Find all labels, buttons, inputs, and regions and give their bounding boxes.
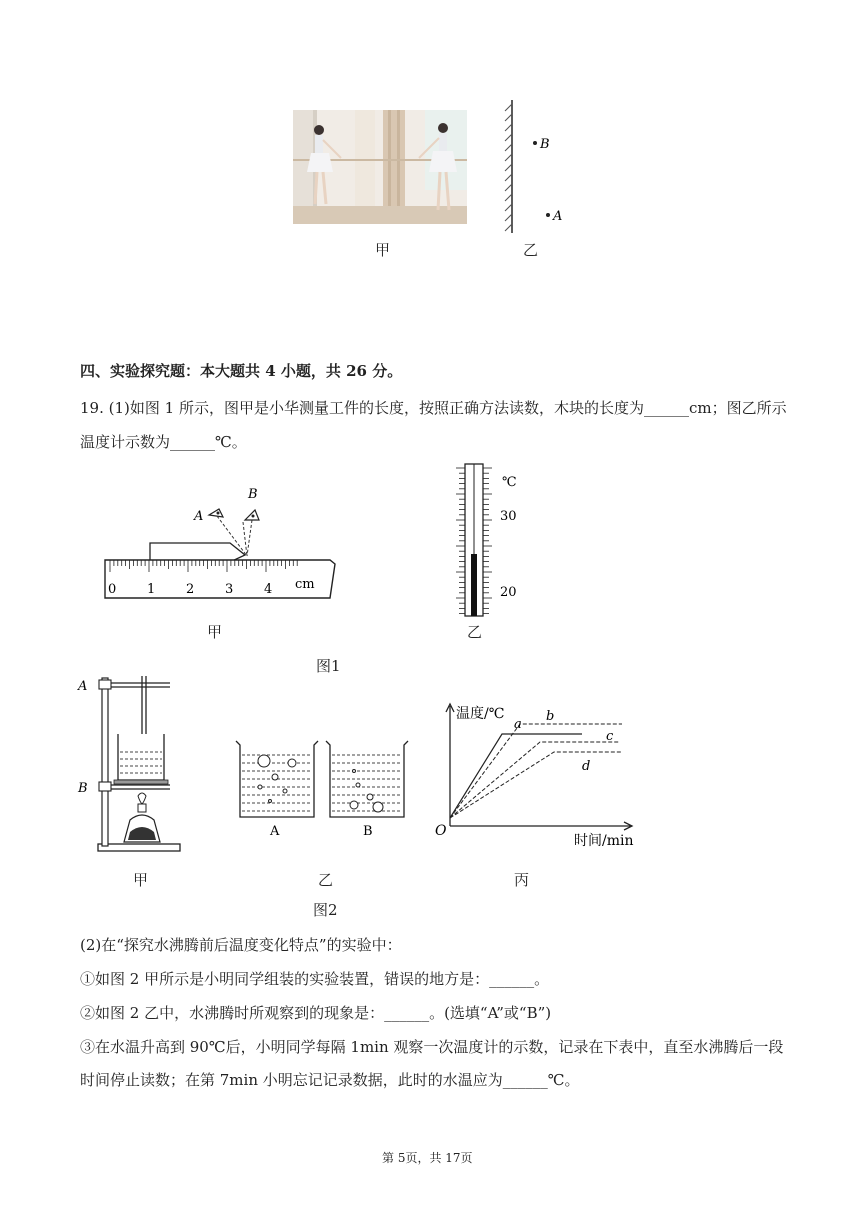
boiling-apparatus xyxy=(72,672,187,857)
bubble-beakers xyxy=(230,735,420,840)
graph-line-d xyxy=(450,752,622,818)
ruler-tick-3: 3 xyxy=(225,582,234,597)
thermo-label-30: 30 xyxy=(500,509,517,524)
q19-2-item3-line2: 时间停止读数；在第 7min 小明忘记记录数据，此时的水温应为______℃。 xyxy=(80,1071,580,1089)
q19-2-item1: ①如图 2 甲所示是小明同学组装的实验装置，错误的地方是：______。 xyxy=(80,970,550,988)
graph-label-a: a xyxy=(514,717,522,732)
ruler-tick-4: 4 xyxy=(264,582,273,597)
point-a-label: A xyxy=(553,209,563,224)
q19-2-intro: (2)在“探究水沸腾前后温度变化特点”的实验中： xyxy=(80,936,402,954)
beakers-drawing xyxy=(230,735,420,840)
section-heading: 四、实验探究题：本大题共 4 小题，共 26 分。 xyxy=(80,362,403,380)
eye-b-label: B xyxy=(248,487,258,502)
dance-photo xyxy=(293,110,467,224)
q19-line2: 温度计示数为______℃。 xyxy=(80,433,247,451)
graph-label-d: d xyxy=(582,759,591,774)
fig2-caption-yi: 乙 xyxy=(318,871,334,889)
apparatus-label-a: A xyxy=(78,679,88,694)
plane-mirror-drawing xyxy=(500,98,580,238)
fig2-caption-jia: 甲 xyxy=(133,871,149,889)
thermo-unit: ℃ xyxy=(502,475,517,490)
q19-2-item2: ②如图 2 乙中，水沸腾时所观察到的现象是：______。(选填“A”或“B”) xyxy=(80,1004,552,1022)
temperature-time-graph xyxy=(432,698,647,848)
plane-mirror-diagram xyxy=(500,98,580,238)
graph-label-c: c xyxy=(606,729,614,744)
point-b-dot xyxy=(533,141,537,145)
thermo-label-20: 20 xyxy=(500,585,517,600)
graph-line-c xyxy=(450,742,620,818)
top-figure-caption-yi: 乙 xyxy=(523,241,539,259)
dance-photo-drawing xyxy=(293,110,467,224)
ruler-figure xyxy=(95,480,340,605)
beaker-b-label: B xyxy=(363,824,373,839)
apparatus-label-b: B xyxy=(78,781,88,796)
apparatus-drawing xyxy=(72,672,187,857)
point-a-dot xyxy=(546,213,550,217)
page-footer: 第 5页，共 17页 xyxy=(382,1151,473,1165)
graph-origin: O xyxy=(435,823,447,839)
fig2-title: 图2 xyxy=(313,901,338,919)
graph-line-b xyxy=(450,724,622,818)
thermometer-drawing xyxy=(450,458,530,623)
graph-label-b: b xyxy=(546,709,555,724)
fig1-title: 图1 xyxy=(316,657,341,675)
mercury-column xyxy=(471,554,477,616)
eye-b-icon xyxy=(245,510,259,520)
q19-line1: 19. (1)如图 1 所示，图甲是小华测量工件的长度，按照正确方法读数，木块的长度为______cm；图乙所示 xyxy=(80,399,787,417)
eye-a-label: A xyxy=(194,509,204,524)
top-figure-caption-jia: 甲 xyxy=(375,241,391,259)
graph-drawing xyxy=(432,698,647,848)
ruler-tick-1: 1 xyxy=(147,582,156,597)
beaker-a-label: A xyxy=(270,824,280,839)
graph-x-label: 时间/min xyxy=(574,833,634,848)
fig1-caption-yi: 乙 xyxy=(467,623,483,641)
ruler-unit: cm xyxy=(295,577,315,592)
fig1-caption-jia: 甲 xyxy=(207,623,223,641)
ruler-tick-0: 0 xyxy=(108,582,117,597)
q19-2-item3-line1: ③在水温升高到 90℃后，小明同学每隔 1min 观察一次温度计的示数，记录在下表中，直至水沸腾后一段 xyxy=(80,1038,784,1056)
ruler-drawing xyxy=(95,480,340,605)
graph-y-label: 温度/℃ xyxy=(456,706,505,722)
thermometer-figure xyxy=(450,458,530,623)
eye-a-icon xyxy=(209,509,223,517)
ruler-tick-2: 2 xyxy=(186,582,195,597)
point-b-label: B xyxy=(540,137,550,152)
fig2-caption-bing: 丙 xyxy=(514,871,530,889)
